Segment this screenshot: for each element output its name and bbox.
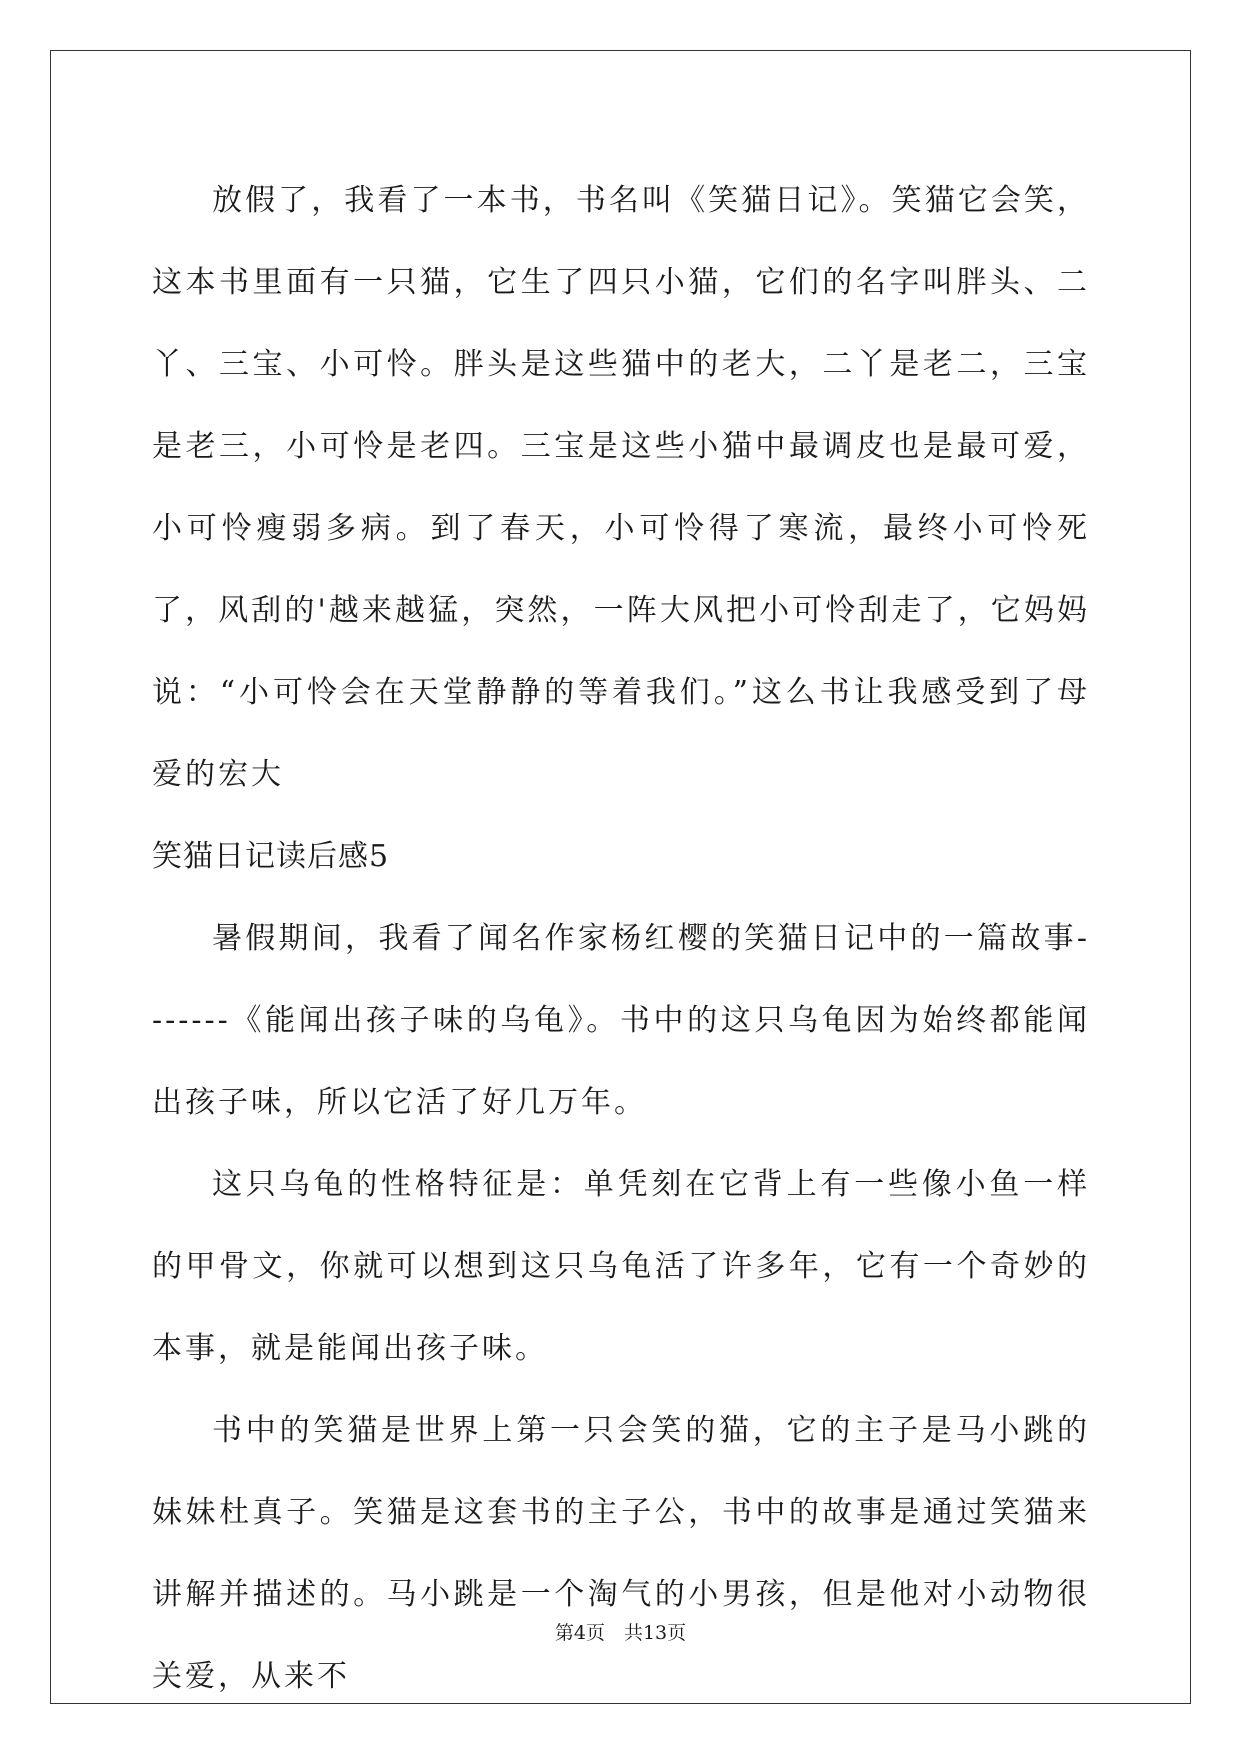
document-body bbox=[152, 160, 1090, 1718]
paragraph-2: 暑假期间，我看了闻名作家杨红樱的笑猫日记中的一篇故事-------《能闻出孩子味的乌龟》。书中的这只乌龟因为始终都能闻出孩子味，所以它活了好几万年。 bbox=[152, 921, 1090, 1120]
page-number-footer: 第4页 共13页 bbox=[554, 1622, 687, 1644]
paragraph-4: 书中的笑猫是世界上第一只会笑的猫，它的主子是马小跳的妹妹杜真子。笑猫是这套书的主子公，书中的故事是通过笑猫来讲解并描述的。马小跳是一个淘气的小男孩，但是他对小动物很关爱，从来不 bbox=[152, 1413, 1090, 1694]
paragraph-3: 这只乌龟的性格特征是：单凭刻在它背上有一些像小鱼一样的甲骨文，你就可以想到这只乌龟活了许多年，它有一个奇妙的本事，就是能闻出孩子味。 bbox=[152, 1167, 1090, 1366]
section-title: 笑猫日记读后感5 bbox=[152, 839, 390, 874]
paragraph-1: 放假了，我看了一本书，书名叫《笑猫日记》。笑猫它会笑，这本书里面有一只猫，它生了四只小猫，它们的名字叫胖头、二丫、三宝、小可怜。胖头是这些猫中的老大，二丫是老二，三宝是老三，小可怜是老四。三宝是这些小猫中最调皮也是最可爱，小可怜瘦弱多病。到了春天，小可怜得了寒流，最终小可怜死了，风刮的'越来越猛，突然，一阵大风把小可怜刮走了，它妈妈说：“小可怜会在天堂静静的等着我们。”这么书让我感受到了母爱的宏大 bbox=[152, 183, 1090, 792]
